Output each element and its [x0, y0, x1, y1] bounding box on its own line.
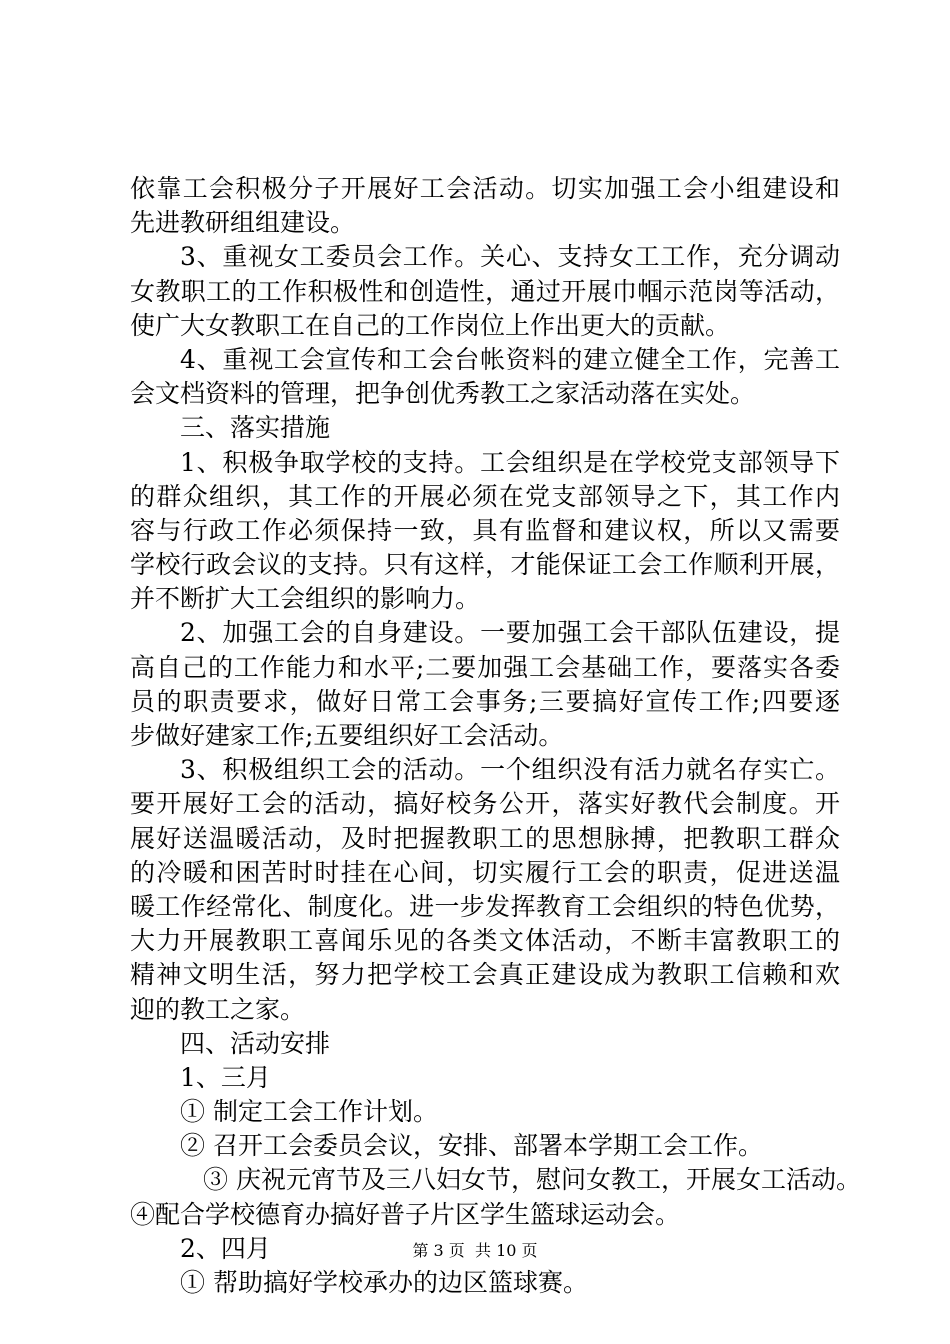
sub-heading: 1、三月: [180, 1062, 271, 1092]
text-line: 高自己的工作能力和水平;二要加强工会基础工作，要落实各委: [130, 652, 840, 682]
text-line: 步做好建家工作;五要组织好工会活动。: [130, 721, 564, 750]
text-line: 依靠工会积极分子开展好工会活动。切实加强工会小组建设和: [130, 174, 840, 203]
text-line: 的群众组织，其工作的开展必须在党支部领导之下，其工作内: [130, 481, 840, 511]
sub-heading: 2、四月: [180, 1233, 271, 1263]
text-line: 学校行政会议的支持。只有这样，才能保证工会工作顺利开展，: [130, 550, 840, 580]
text-line: 4、重视工会宣传和工会台帐资料的建立健全工作，完善工: [180, 344, 840, 374]
text-line: 先进教研组组建设。: [130, 208, 356, 238]
page-total: 共 10 页: [474, 1241, 538, 1260]
text-line: 3、重视女工委员会工作。关心、支持女工工作，充分调动: [180, 242, 840, 272]
text-line: 展好送温暖活动，及时把握教职工的思想脉搏，把教职工群众: [130, 823, 840, 853]
text-line: 并不断扩大工会组织的影响力。: [130, 584, 481, 614]
text-line: 3、积极组织工会的活动。一个组织没有活力就名存实亡。: [180, 755, 840, 785]
page-footer: [0, 1240, 950, 1262]
text-line: 2、加强工会的自身建设。一要加强工会干部队伍建设，提: [180, 618, 840, 648]
text-line: 要开展好工会的活动，搞好校务公开，落实好教代会制度。开: [130, 789, 840, 819]
text-line: 的冷暖和困苦时时挂在心间，切实履行工会的职责，促进送温: [130, 857, 840, 887]
text-line: 1、积极争取学校的支持。工会组织是在学校党支部领导下: [180, 447, 840, 477]
text-line: 大力开展教职工喜闻乐见的各类文体活动，不断丰富教职工的: [130, 926, 840, 956]
text-line: 容与行政工作必须保持一致，具有监督和建议权，所以又需要: [130, 515, 840, 545]
list-item: ① 帮助搞好学校承办的边区篮球赛。: [180, 1268, 588, 1297]
text-line: 迎的教工之家。: [130, 994, 306, 1024]
text-line: 女教职工的工作积极性和创造性，通过开展巾帼示范岗等活动，: [130, 276, 840, 306]
section-heading: 四、活动安排: [180, 1028, 331, 1058]
text-line: 使广大女教职工在自己的工作岗位上作出更大的贡献。: [130, 310, 731, 340]
text-line: 员的职责要求，做好日常工会事务;三要搞好宣传工作;四要逐: [130, 686, 840, 716]
document-body: [130, 172, 861, 1300]
list-item: ④配合学校德育办搞好普子片区学生篮球运动会。: [130, 1199, 681, 1229]
text-line: 会文档资料的管理，把争创优秀教工之家活动落在实处。: [130, 379, 756, 409]
text-line: 暖工作经常化、制度化。进一步发挥教育工会组织的特色优势，: [130, 891, 840, 921]
list-item: ② 召开工会委员会议，安排、部署本学期工会工作。: [180, 1131, 763, 1161]
list-item: ③ 庆祝元宵节及三八妇女节，慰问女教工，开展女工活动。: [203, 1165, 861, 1195]
text-line: 精神文明生活，努力把学校工会真正建设成为教职工信赖和欢: [130, 960, 840, 990]
section-heading: 三、落实措施: [180, 413, 331, 443]
list-item: ① 制定工会工作计划。: [180, 1097, 438, 1127]
page-number: 第 3 页: [412, 1241, 465, 1260]
